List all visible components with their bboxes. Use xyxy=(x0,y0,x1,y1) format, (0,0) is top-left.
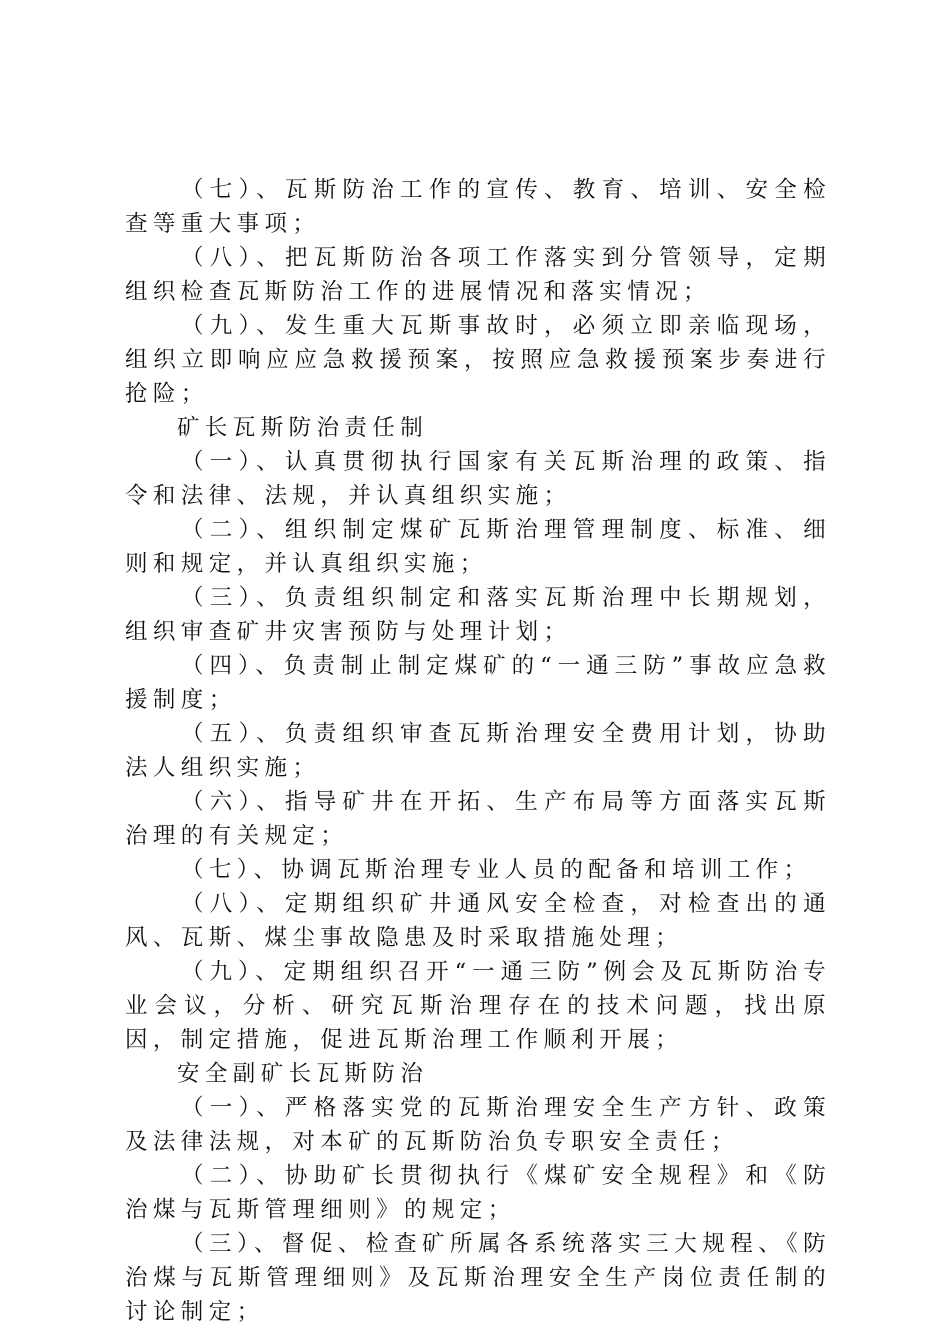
section-heading: 安全副矿长瓦斯防治 xyxy=(177,1061,429,1087)
paragraph-item: （七）、协调瓦斯治理专业人员的配备和培训工作； xyxy=(181,857,812,883)
paragraph-item: （九）、定期组织召开“一通三防”例会及瓦斯防治专业会议，分析、研究瓦斯治理存在的技术问题，找出原因，制定措施，促进瓦斯治理工作顺利开展； xyxy=(125,959,831,1053)
paragraph-item: （七）、瓦斯防治工作的宣传、教育、培训、安全检查等重大事项； xyxy=(125,177,831,237)
section-heading: 矿长瓦斯防治责任制 xyxy=(177,415,429,441)
paragraph-item: （八）、定期组织矿井通风安全检查，对检查出的通风、瓦斯、煤尘事故隐患及时采取措施处理； xyxy=(125,891,831,951)
paragraph-item: （二）、协助矿长贯彻执行《煤矿安全规程》和《防治煤与瓦斯管理细则》的规定； xyxy=(125,1163,831,1223)
paragraph-item: （九）、发生重大瓦斯事故时，必须立即亲临现场，组织立即响应应急救援预案，按照应急救援预案步奏进行抢险； xyxy=(125,313,831,407)
paragraph-item: （一）、认真贯彻执行国家有关瓦斯治理的政策、指令和法律、法规，并认真组织实施； xyxy=(125,449,831,509)
paragraph-item: （三）、负责组织制定和落实瓦斯治理中长期规划，组织审查矿井灾害预防与处理计划； xyxy=(125,585,831,645)
paragraph-item: （三）、督促、检查矿所属各系统落实三大规程、《防治煤与瓦斯管理细则》及瓦斯治理安全生产岗位责任制的讨论制定； xyxy=(125,1231,831,1325)
paragraph-item: （六）、指导矿井在开拓、生产布局等方面落实瓦斯治理的有关规定； xyxy=(125,789,831,849)
paragraph-item: （四）、负责制止制定煤矿的“一通三防”事故应急救援制度； xyxy=(125,653,831,713)
paragraph-item: （八）、把瓦斯防治各项工作落实到分管领导，定期组织检查瓦斯防治工作的进展情况和落实情况； xyxy=(125,245,831,305)
paragraph-item: （二）、组织制定煤矿瓦斯治理管理制度、标准、细则和规定，并认真组织实施； xyxy=(125,517,831,577)
paragraph-item: （一）、严格落实党的瓦斯治理安全生产方针、政策及法律法规，对本矿的瓦斯防治负专职安全责任； xyxy=(125,1095,831,1155)
document-body xyxy=(125,173,831,1329)
paragraph-item: （五）、负责组织审查瓦斯治理安全费用计划，协助法人组织实施； xyxy=(125,721,831,781)
